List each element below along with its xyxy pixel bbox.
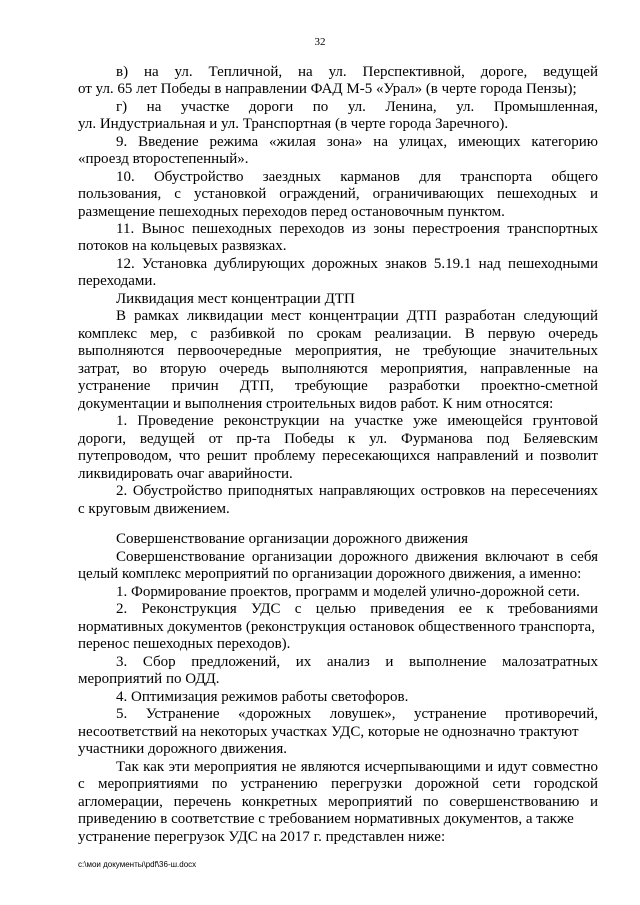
text-line: агломерации, перечень конкретных мероприятий по совершенствованию и <box>78 794 598 810</box>
text-line: 10. Обустройство заездных карманов для транспорта общего <box>116 169 598 185</box>
text-line: несоответствий на некоторых участках УДС, которые не однозначно трактуют <box>78 724 579 740</box>
text-line: путепроводом, что решит проблему пересекающихся направлений и позволит <box>78 448 598 464</box>
footer-file-path: c:\мои документы\pdf\36-ш.docx <box>78 860 197 869</box>
text-line: перенос пешеходных переходов). <box>78 636 291 652</box>
text-line: в) на ул. Тепличной, на ул. Перспективной, дороге, ведущей <box>116 64 598 80</box>
section-heading: Совершенствование организации дорожного движения <box>116 531 469 547</box>
text-line: 5. Устранение «дорожных ловушек», устранение противоречий, <box>116 706 598 722</box>
text-line: с круговым движением. <box>78 501 230 517</box>
text-line: «проезд второстепенный». <box>78 151 249 167</box>
text-line: Совершенствование организации дорожного движения включают в себя <box>116 549 598 565</box>
text-line: от ул. 65 лет Победы в направлении ФАД М-5 «Урал» (в черте города Пензы); <box>78 81 577 97</box>
text-line: размещение пешеходных переходов перед остановочным пунктом. <box>78 204 505 220</box>
text-line: 9. Введение режима «жилая зона» на улицах, имеющих категорию <box>116 134 598 150</box>
text-line: г) на участке дороги по ул. Ленина, ул. Промышленная, <box>116 99 598 115</box>
text-line: 12. Установка дублирующих дорожных знаков 5.19.1 над пешеходными <box>116 256 598 272</box>
text-line: нормативных документов (реконструкция остановок общественного транспорта, <box>78 619 595 635</box>
text-line: мероприятий по ОДД. <box>78 671 220 687</box>
text-line: 11. Вынос пешеходных переходов из зоны перестроения транспортных <box>116 221 598 237</box>
text-line: В рамках ликвидации мест концентрации ДТП разработан следующий <box>116 308 598 324</box>
text-line: устранение причин ДТП, требующие разработки проектно-сметной <box>78 378 598 394</box>
text-line: Так как эти мероприятия не являются исчерпывающими и идут совместно <box>116 759 598 775</box>
text-line: 4. Оптимизация режимов работы светофоров. <box>116 689 409 705</box>
text-line: ликвидировать очаг аварийности. <box>78 466 293 482</box>
text-line: 2. Обустройство приподнятых направляющих островков на пересечениях <box>116 483 598 499</box>
text-line: затрат, во вторую очередь выполняются мероприятия, направленные на <box>78 361 598 377</box>
section-heading: Ликвидация мест концентрации ДТП <box>116 291 355 307</box>
text-line: устранение перегрузок УДС на 2017 г. представлен ниже: <box>78 829 446 845</box>
text-line: потоков на кольцевых развязках. <box>78 238 287 254</box>
text-line: 2. Реконструкция УДС с целью приведения ее к требованиями <box>116 601 598 617</box>
text-line: 1. Проведение реконструкции на участке уже имеющейся грунтовой <box>116 413 598 429</box>
text-line: комплекс мер, с разбивкой по срокам реализации. В первую очередь <box>78 326 598 342</box>
text-line: документации и выполнения строительных видов работ. К ним относятся: <box>78 396 554 412</box>
text-line: переходами. <box>78 273 157 289</box>
text-line: пользования, с установкой ограждений, ограничивающих пешеходных и <box>78 186 598 202</box>
text-line: ул. Индустриальная и ул. Транспортная (в черте города Заречного). <box>78 116 509 132</box>
text-line: выполняются первоочередные мероприятия, не требующие значительных <box>78 343 598 359</box>
text-line: с мероприятиями по устранению перегрузки дорожной сети городской <box>78 776 598 792</box>
page-number: 32 <box>314 36 326 48</box>
text-line: 1. Формирование проектов, программ и моделей улично-дорожной сети. <box>116 584 580 600</box>
text-line: дороги, ведущей от пр-та Победы к ул. Фурманова под Беляевским <box>78 431 598 447</box>
text-line: приведению в соответствие с требованием нормативных документов, а также <box>78 811 574 827</box>
text-line: 3. Сбор предложений, их анализ и выполнение малозатратных <box>116 654 598 670</box>
text-line: целый комплекс мероприятий по организации дорожного движения, а именно: <box>78 566 582 582</box>
text-line: участники дорожного движения. <box>78 741 287 757</box>
